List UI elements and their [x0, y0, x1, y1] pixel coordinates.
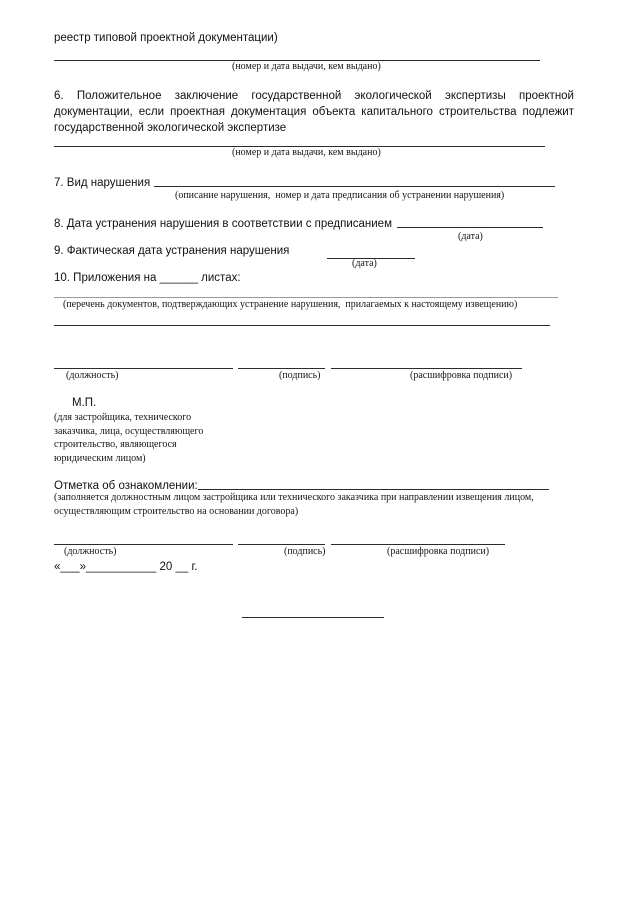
sig2-signature-line [238, 544, 325, 545]
item8-caption: (дата) [458, 231, 483, 242]
sig2-signature-caption: (подпись) [284, 546, 326, 557]
item9-caption: (дата) [352, 258, 377, 269]
item7-row [54, 176, 555, 190]
item7-caption: (описание нарушения, номер и дата предписания об устранении нарушения) [175, 190, 505, 201]
intro-text: реестр типовой проектной документации) [54, 32, 278, 44]
date-line: «___»___________ 20 __ г. [54, 561, 198, 573]
item10-fill-line [54, 297, 558, 298]
caption-issue-2: (номер и дата выдачи, кем выдано) [232, 147, 381, 158]
item9-label: 9. Фактическая дата устранения нарушения [54, 245, 290, 257]
item10-fill-line-2 [54, 325, 550, 326]
item8-row [54, 217, 543, 231]
caption-issue-1: (номер и дата выдачи, кем выдано) [232, 61, 381, 72]
stamp-label: М.П. [72, 397, 97, 409]
bottom-line [242, 617, 384, 618]
item6-text: 6. Положительное заключение государственной экологической экспертизы проектной документации, если проектная документация объекта капитального строительства подлежит государственной экологической экспертизе [54, 90, 574, 134]
item8-fill-line [397, 227, 543, 228]
sig2-decoding-caption: (расшифровка подписи) [387, 546, 490, 557]
item7-label: 7. Вид нарушения [54, 177, 151, 189]
item10-caption: (перечень документов, подтверждающих устранение нарушения, прилагаемых к настоящему извещению) [63, 299, 518, 310]
sig1-decoding-line [331, 368, 522, 369]
ack-label: Отметка об ознакомлении: [54, 480, 198, 492]
ack-fill-line [198, 489, 549, 490]
sig1-decoding-caption: (расшифровка подписи) [410, 370, 513, 381]
item10-label: 10. Приложения на ______ листах: [54, 272, 241, 284]
item8-label: 8. Дата устранения нарушения в соответствии с предписанием [54, 218, 392, 230]
sig1-signature-caption: (подпись) [279, 370, 321, 381]
sig2-position-caption: (должность) [64, 546, 117, 557]
stamp-note: (для застройщика, технического заказчика, лица, осуществляющего строительство, являющегося юридическим лицом) [54, 412, 204, 464]
sig2-decoding-line [331, 544, 505, 545]
ack-note: (заполняется должностным лицом застройщика или технического заказчика при направлении извещения лицом, осуществляющим строительство на основании договора) [54, 492, 534, 517]
sig2-position-line [54, 544, 233, 545]
sig1-position-line [54, 368, 233, 369]
sig1-position-caption: (должность) [66, 370, 119, 381]
item7-fill-line [154, 186, 555, 187]
sig1-signature-line [238, 368, 325, 369]
